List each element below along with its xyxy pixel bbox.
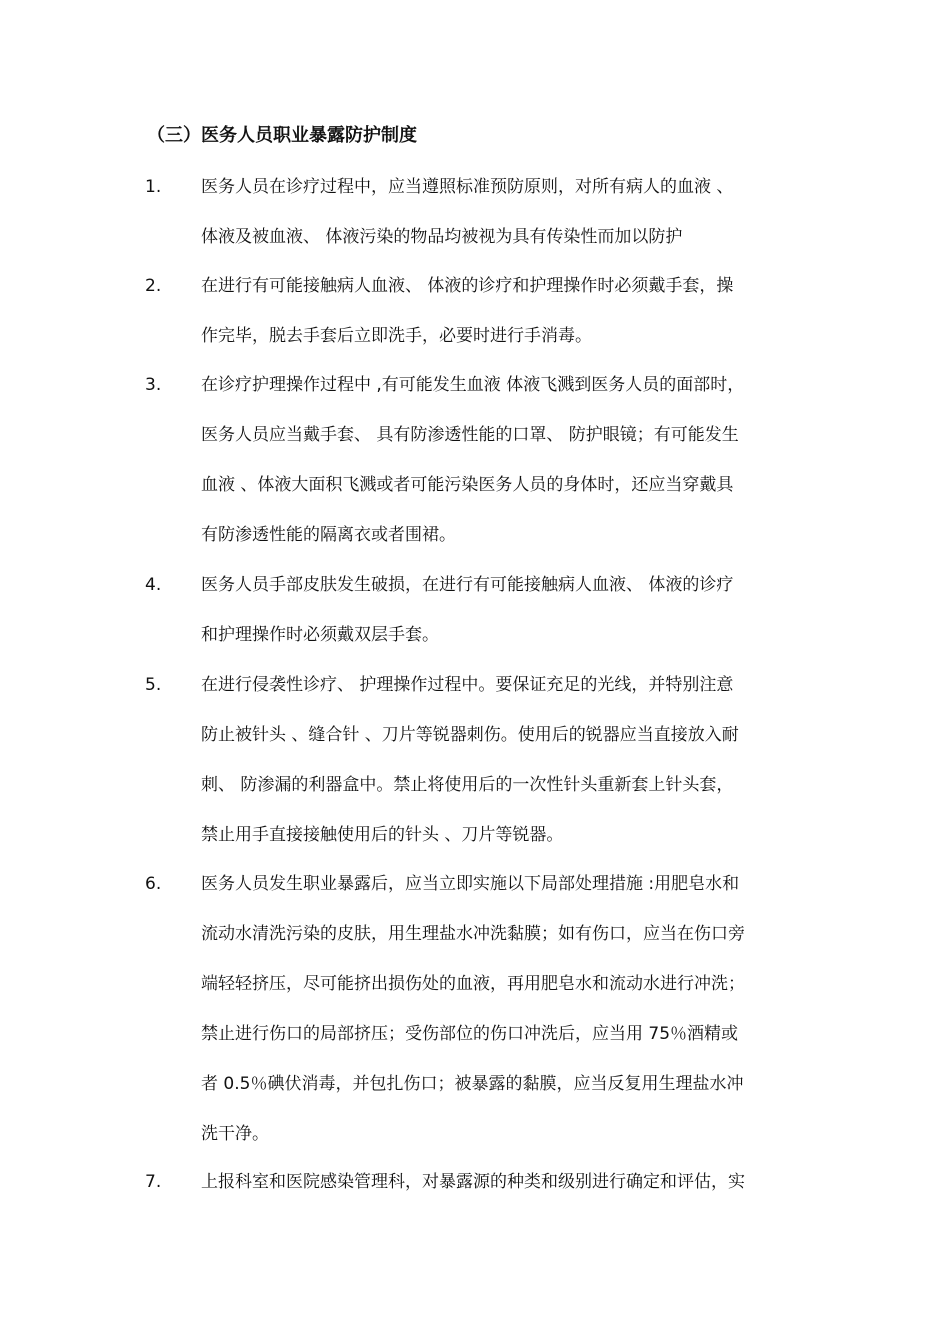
item-number: 6. [145,874,162,894]
item-text-line: 刺、 防渗漏的利器盒中。禁止将使用后的一次性针头重新套上针头套， [201,775,734,795]
item-number: 1. [145,177,162,197]
item-number: 3. [145,375,162,395]
item-text-line: 在进行侵袭性诊疗、 护理操作过程中。要保证充足的光线，并特别注意 [201,675,734,695]
item-text-line: 体液及被血液、 体液污染的物品均被视为具有传染性而加以防护 [201,227,683,247]
item-text-line: 医务人员在诊疗过程中，应当遵照标准预防原则，对所有病人的血液 、 [201,177,734,197]
item-text-line: 血液 、体液大面积飞溅或者可能污染医务人员的身体时，还应当穿戴具 [201,475,734,495]
section-heading: （三）医务人员职业暴露防护制度 [147,125,417,146]
item-text-line: 作完毕，脱去手套后立即洗手，必要时进行手消毒。 [201,326,592,346]
item-text-line: 有防渗透性能的隔离衣或者围裙。 [201,525,456,545]
item-number: 4. [145,575,162,595]
item-text-line: 禁止进行伤口的局部挤压；受伤部位的伤口冲洗后，应当用 75％酒精或 [201,1024,739,1044]
item-text-line: 医务人员发生职业暴露后，应当立即实施以下局部处理措施 :用肥皂水和 [201,874,740,894]
item-text-line: 在诊疗护理操作过程中 ,有可能发生血液 体液飞溅到医务人员的面部时， [201,375,745,395]
item-text-line: 者 0.5％碘伏消毒，并包扎伤口；被暴露的黏膜，应当反复用生理盐水冲 [201,1074,744,1094]
item-text-line: 端轻轻挤压，尽可能挤出损伤处的血液，再用肥皂水和流动水进行冲洗； [201,974,745,994]
item-text-line: 禁止用手直接接触使用后的针头 、刀片等锐器。 [201,825,564,845]
item-text-line: 在进行有可能接触病人血液、 体液的诊疗和护理操作时必须戴手套，操 [201,276,734,296]
item-text-line: 上报科室和医院感染管理科，对暴露源的种类和级别进行确定和评估，实 [201,1172,745,1192]
item-number: 7. [145,1172,162,1192]
item-number: 2. [145,276,162,296]
item-text-line: 防止被针头 、缝合针 、刀片等锐器刺伤。使用后的锐器应当直接放入耐 [201,725,739,745]
item-text-line: 和护理操作时必须戴双层手套。 [201,625,439,645]
item-number: 5. [145,675,162,695]
item-text-line: 洗干净。 [201,1124,269,1144]
item-text-line: 流动水清洗污染的皮肤，用生理盐水冲洗黏膜；如有伤口，应当在伤口旁 [201,924,745,944]
item-text-line: 医务人员应当戴手套、 具有防渗透性能的口罩、 防护眼镜；有可能发生 [201,425,739,445]
item-text-line: 医务人员手部皮肤发生破损，在进行有可能接触病人血液、 体液的诊疗 [201,575,734,595]
